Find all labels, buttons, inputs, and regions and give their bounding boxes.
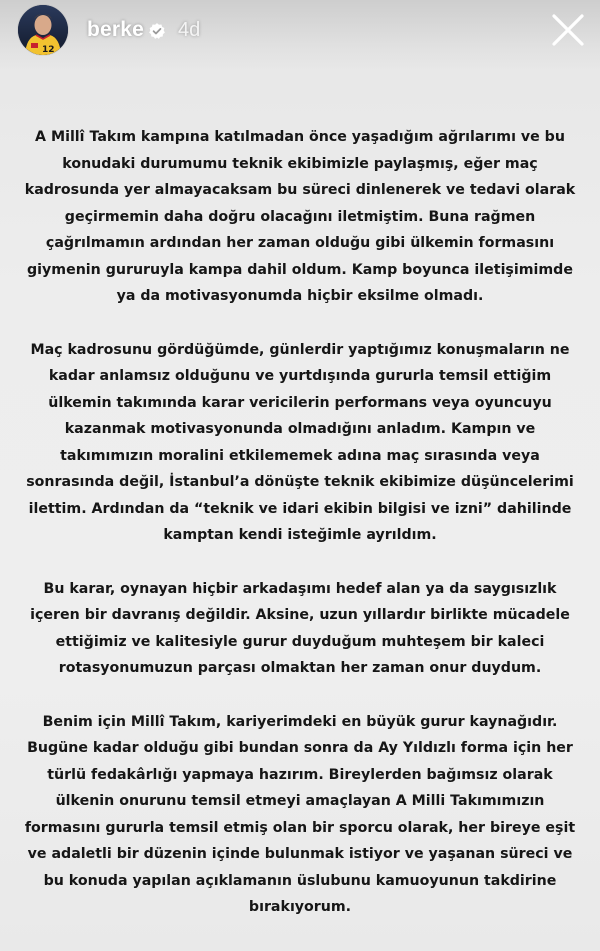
- statement-paragraph-2: Maç kadrosunu gördüğümde, günlerdir yaptığımız konuşmaların ne kadar anlamsız olduğunu ve yurtdışında gururla temsil ettiğim ülkemin takımında karar vericilerin performans veya oyuncuyu kazanmak motivasyonunda olmadığını anladım. Kampın ve takımımızın moralini etkilememek adına maç sırasında veya sonrasında değil, İstanbul’a dönüşte teknik ekibimize düşüncelerimi ilettim. Ardından da “teknik ve idari ekibin bilgisi ve izni” dahilinde kamptan kendi isteğimle ayrıldım.: [26, 341, 574, 543]
- statement-paragraph-3: Bu karar, oynayan hiçbir arkadaşımı hedef alan ya da saygısızlık içeren bir davranış değildir. Aksine, uzun yıllardır birlikte mücadele ettiğimiz ve kalitesiyle gurur duyduğum muhteşem bir kaleci rotasyonumuzun parçası olmaktan her zaman onur duydum.: [30, 580, 570, 676]
- statement-paragraph-4: Benim için Millî Takım, kariyerimdeki en büyük gurur kaynağıdır. Bugüne kadar olduğu gibi bundan sonra da Ay Yıldızlı forma için her türlü fedakârlığı yapmaya hazırım. Bireylerden bağımsız olarak ülkenin onurunu temsil etmeyi amaçlayan A Milli Takımımızın formasını gururla temsil etmiş olan bir sporcu olarak, her bireye eşit ve adaletli bir düzenin içinde bulunmak istiyor ve yaşanan süreci ve bu konuda yapılan açıklamanın üslubunu kamuoyunun takdirine bırakıyorum.: [24, 713, 576, 915]
- avatar-jersey-icon: [18, 5, 68, 55]
- statement-paragraph-1: A Millî Takım kampına katılmadan önce yaşadığım ağrılarımı ve bu konudaki durumumu teknik ekibimizle paylaşmış, eğer maç kadrosunda yer almayacaksam bu süreci dinlenerek ve tedavi olarak geçirmemin daha doğru olacağını iletmiştim. Buna rağmen çağrılmamın ardından her zaman olduğu gibi ülkemin formasını giymenin gururuyla kampa dahil oldum. Kamp boyunca iletişimimde ya da motivasyonumda hiçbir eksilme olmadı.: [24, 129, 576, 304]
- avatar-jersey-number: 12: [42, 45, 55, 55]
- profile-avatar[interactable]: [18, 5, 68, 55]
- post-time: 4d: [178, 19, 201, 41]
- statement-text: [22, 124, 578, 921]
- close-icon[interactable]: [550, 12, 586, 48]
- verified-badge-icon: [148, 22, 166, 40]
- story-header: [0, 0, 600, 70]
- username[interactable]: berke: [87, 18, 145, 41]
